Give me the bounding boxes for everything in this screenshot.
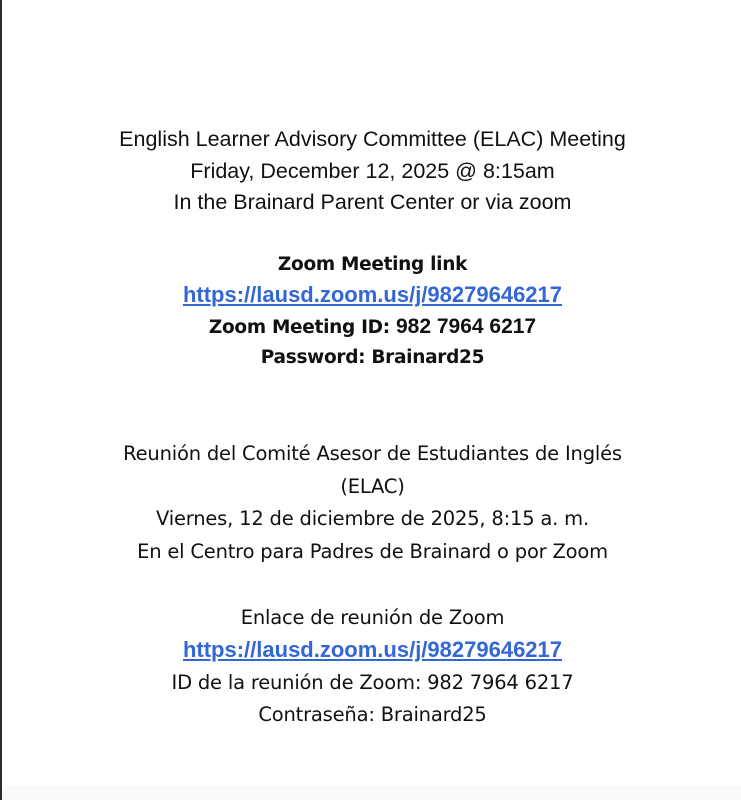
english-meeting-info: [2, 124, 741, 219]
spanish-zoom-link[interactable]: https://lausd.zoom.us/j/98279646217: [182, 637, 563, 662]
english-meeting-id-label: Zoom Meeting ID:: [208, 317, 396, 338]
english-title: English Learner Advisory Committee (ELAC) Meeting: [119, 127, 626, 151]
spanish-password: Contraseña: Brainard25: [258, 703, 487, 726]
english-date: Friday, December 12, 2025 @ 8:15am: [190, 158, 555, 183]
english-password: Password: Brainard25: [260, 347, 485, 368]
spanish-zoom-info: [2, 602, 741, 731]
spanish-title-line1: Reunión del Comité Asesor de Estudiantes de Inglés: [123, 442, 622, 465]
english-zoom-info: [2, 250, 741, 373]
english-zoom-heading: Zoom Meeting link: [277, 254, 468, 275]
spanish-title-line2: (ELAC): [340, 474, 405, 498]
spanish-meeting-id: ID de la reunión de Zoom: 982 7964 6217: [171, 671, 574, 694]
spanish-meeting-info: [2, 438, 741, 568]
english-location: In the Brainard Parent Center or via zoom: [173, 190, 572, 214]
spanish-location: En el Centro para Padres de Brainard o por Zoom: [137, 539, 608, 563]
spanish-date: Viernes, 12 de diciembre de 2025, 8:15 a. m.: [156, 507, 589, 530]
english-meeting-id: [2, 312, 741, 343]
page-bottom-edge: [2, 786, 741, 800]
english-zoom-link[interactable]: https://lausd.zoom.us/j/98279646217: [182, 282, 563, 307]
english-meeting-id-value: 982 7964 6217: [395, 315, 537, 338]
spanish-zoom-heading: Enlace de reunión de Zoom: [240, 606, 505, 629]
